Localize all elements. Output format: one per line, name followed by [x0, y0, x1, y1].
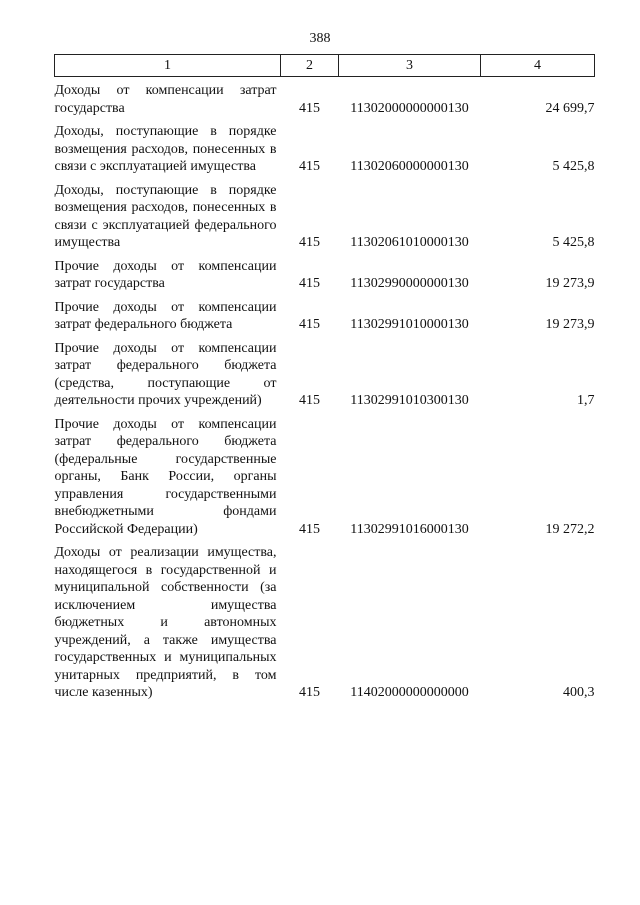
row-amount: 19 273,9 [545, 317, 595, 332]
row-amount: 19 272,2 [545, 521, 595, 537]
page-number: 388 [309, 31, 331, 46]
header-col-2: 2 [281, 55, 339, 77]
header-col-3: 3 [339, 55, 481, 77]
table-row [55, 82, 595, 123]
header-col-1: 1 [55, 55, 281, 77]
budget-table [54, 54, 595, 708]
row-admin-code: 415 [299, 685, 320, 700]
row-name: Доходы от реализации имущества, находящегося в государственной и муниципальной собственности (за исключением имущества бюджетных и автономных учреждений, а также имущества государственных и муниципальных унитарных предприятий, в том числе казенных) [54, 545, 277, 700]
row-name: Доходы от компенсации затрат государства [54, 83, 277, 116]
table-row [55, 258, 595, 299]
row-name: Прочие доходы от компенсации затрат федерального бюджета [54, 299, 277, 332]
table-row [55, 340, 595, 416]
table-row [55, 299, 595, 340]
row-admin-code: 415 [299, 235, 320, 250]
row-budget-code: 11302061010000130 [350, 235, 469, 250]
row-amount: 24 699,7 [545, 100, 595, 116]
row-budget-code: 11302991010000130 [350, 317, 469, 332]
row-amount: 1,7 [577, 393, 595, 408]
table-row [55, 182, 595, 258]
row-amount: 5 425,8 [552, 235, 595, 250]
row-name: Доходы, поступающие в порядке возмещения расходов, понесенных в связи с эксплуатацией федерального имущества [54, 182, 277, 250]
row-admin-code: 415 [299, 159, 320, 174]
row-admin-code: 415 [299, 276, 320, 291]
row-amount: 400,3 [563, 685, 595, 700]
row-name: Доходы, поступающие в порядке возмещения расходов, понесенных в связи с эксплуатацией имущества [54, 124, 277, 174]
header-col-4: 4 [481, 55, 595, 77]
row-name: Прочие доходы от компенсации затрат государства [54, 258, 277, 291]
row-budget-code: 11302060000000130 [350, 159, 469, 174]
row-admin-code: 415 [299, 393, 320, 408]
table-row [55, 123, 595, 182]
row-budget-code: 11302991016000130 [350, 521, 469, 537]
row-admin-code: 415 [299, 521, 320, 537]
table-header-row [55, 55, 595, 77]
row-name: Прочие доходы от компенсации затрат федерального бюджета (средства, поступающие от деятельности прочих учреждений) [54, 340, 277, 408]
row-admin-code: 415 [299, 100, 320, 116]
table-row [55, 544, 595, 708]
row-amount: 5 425,8 [552, 159, 595, 174]
row-name: Прочие доходы от компенсации затрат федерального бюджета (федеральные государственные органы, Банк России, органы управления государственными внебюджетными фондами Российской Федерации) [54, 416, 277, 537]
row-budget-code: 11302990000000130 [350, 276, 469, 291]
row-amount: 19 273,9 [545, 276, 595, 291]
row-admin-code: 415 [299, 317, 320, 332]
row-budget-code: 11302991010300130 [350, 393, 469, 408]
table-row [55, 416, 595, 545]
row-budget-code: 11402000000000000 [350, 685, 469, 700]
row-budget-code: 11302000000000130 [350, 100, 469, 116]
